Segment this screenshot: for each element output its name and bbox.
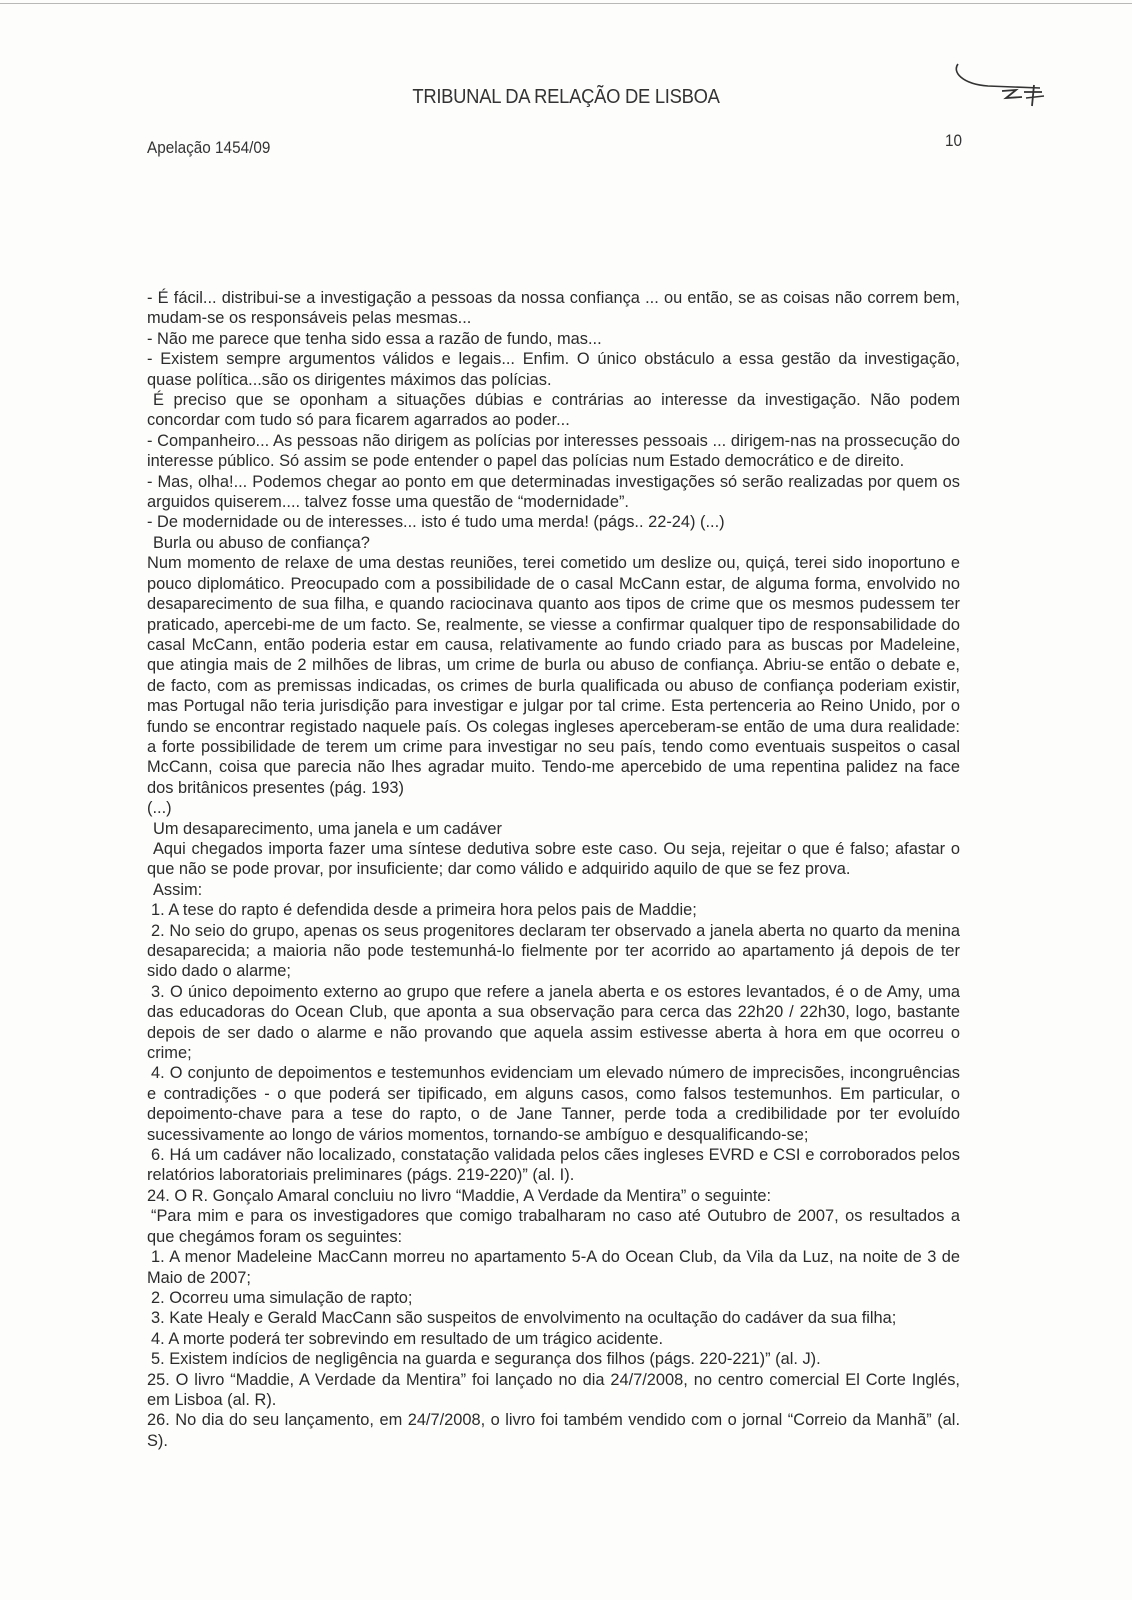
list-item: 3. Kate Healy e Gerald MacCann são suspeitos de envolvimento na ocultação do cadáver da sua filha; — [151, 1309, 897, 1328]
list-item: 4. O conjunto de depoimentos e testemunhos evidenciam um elevado número de imprecisões, incongruências e contradições - o que poderá ser tipificado, em alguns casos, como falsos testemunhos. Em particular, o depoimento-chave para a tese do rapto, o de Jane Tanner, perde toda a credibilidade por ter evoluído sucessivamente ao longo de vários momentos, tornando-se ambíguo e desqualificando-se; — [147, 1064, 960, 1144]
ellipsis-marker: (...) — [147, 799, 172, 818]
section-heading: Burla ou abuso de confiança? — [153, 533, 370, 552]
numbered-fact: 24. O R. Gonçalo Amaral concluiu no livro “Maddie, A Verdade da Mentira” o seguinte: — [147, 1186, 772, 1205]
list-item: 2. No seio do grupo, apenas os seus progenitores declaram ter observado a janela aberta no quarto da menina desaparecida; a maioria não pode testemunhá-lo fielmente por ter acorrido ao apartamento já depois de ter sido dado o alarme; — [147, 921, 960, 981]
paragraph: É preciso que se oponham a situações dúbias e contrárias ao interesse da investigação. Não podem concordar com tudo só para ficarem agarrados ao poder... — [147, 391, 960, 430]
page-number: 10 — [945, 131, 963, 150]
paragraph: Aqui chegados importa fazer uma síntese dedutiva sobre este caso. Ou seja, rejeitar o que é falso; afastar o que não se pode provar, por insuficiente; dar como válido e adquirido aquilo de que se fez prova. — [147, 839, 960, 879]
numbered-fact: 25. O livro “Maddie, A Verdade da Mentira” foi lançado no dia 24/7/2008, no centro comercial El Corte Inglés, em Lisboa (al. R). — [147, 1370, 960, 1409]
list-item: 1. A menor Madeleine MacCann morreu no apartamento 5-A do Ocean Club, da Vila da Luz, na noite de 3 de Maio de 2007; — [147, 1248, 960, 1287]
dialogue-line: - Companheiro... As pessoas não dirigem as polícias por interesses pessoais ... dirigem-nas na prossecução do interesse público. Só assim se pode entender o papel das polícias num Estado democrático e de direito. — [147, 431, 960, 471]
document-body — [147, 288, 960, 1451]
list-item: 4. A morte poderá ter sobrevindo em resultado de um trágico acidente. — [151, 1329, 664, 1348]
court-title: TRIBUNAL DA RELAÇÃO DE LISBOA — [412, 86, 720, 108]
dialogue-line: - Não me parece que tenha sido essa a razão de fundo, mas... — [147, 329, 602, 348]
case-reference: Apelação 1454/09 — [147, 138, 271, 157]
paragraph: Assim: — [153, 880, 203, 899]
dialogue-line: - De modernidade ou de interesses... isto é tudo uma merda! (págs.. 22-24) (...) — [147, 513, 725, 532]
quote-paragraph: “Para mim e para os investigadores que comigo trabalharam no caso até Outubro de 2007, os resultados a que chegámos foram os seguintes: — [147, 1207, 960, 1246]
dialogue-line: - Mas, olha!... Podemos chegar ao ponto em que determinadas investigações só serão realizadas por quem os arguidos quiserem.... talvez fosse uma questão de “modernidade”. — [147, 472, 960, 512]
list-item: 2. Ocorreu uma simulação de rapto; — [151, 1288, 413, 1307]
list-item: 5. Existem indícios de negligência na guarda e segurança dos filhos (págs. 220-221)” (al. J). — [151, 1350, 821, 1369]
list-item: 3. O único depoimento externo ao grupo que refere a janela aberta e os estores levantados, é o de Amy, uma das educadoras do Ocean Club, que aponta a sua observação para cerca das 22h20 / 22h30, logo, bastante depois de ser dado o alarme e não provando que aquela assim estivesse aberta à hora em que ocorreu o crime; — [147, 982, 960, 1063]
list-item: 6. Há um cadáver não localizado, constatação validada pelos cães ingleses EVRD e CSI e corroborados pelos relatórios laboratoriais preliminares (págs. 219-220)” (al. I). — [147, 1146, 960, 1185]
numbered-fact: 26. No dia do seu lançamento, em 24/7/2008, o livro foi também vendido com o jornal “Correio da Manhã” (al. S). — [147, 1411, 960, 1450]
section-heading: Um desaparecimento, uma janela e um cadáver — [153, 819, 502, 838]
paragraph: Num momento de relaxe de uma destas reuniões, terei cometido um deslize ou, quiçá, terei sido inoportuno e pouco diplomático. Preocupado com a possibilidade de o casal McCann estar, de alguma forma, envolvido no desaparecimento de sua filha, e quando raciocinava quanto aos tipos de crime que os mesmos pudessem ter praticado, apercebi-me de um facto. Se, realmente, se viesse a confirmar qualquer tipo de responsabilidade do casal McCann, então poderia estar em causa, relativamente ao fundo criado para as buscas por Madeleine, que atingia mais de 2 milhões de libras, um crime de burla ou abuso de confiança. Abriu-se então o debate e, de facto, com as premissas indicadas, os crimes de burla qualificada ou abuso de confiança poderiam existir, mas Portugal não teria jurisdição para investigar e julgar por tal crime. Esta pertenceria ao Reino Unido, por o fundo se encontrar registado naquele país. Os colegas ingleses aperceberam-se então de uma dura realidade: a forte possibilidade de terem um crime para investigar no seu país, tendo como eventuais suspeitos o casal McCann, coisa que parecia não lhes agradar muito. Tendo-me apercebido de uma repentina palidez na face dos britânicos presentes (pág. 193) — [147, 554, 960, 797]
dialogue-line: - É fácil... distribui-se a investigação a pessoas da nossa confiança ... ou então, se as coisas não correm bem, mudam-se os responsáveis pelas mesmas... — [147, 289, 960, 328]
dialogue-line: - Existem sempre argumentos válidos e legais... Enfim. O único obstáculo a essa gestão da investigação, quase política...são os dirigentes máximos das polícias. — [147, 350, 960, 389]
scan-top-border — [0, 3, 1132, 4]
list-item: 1. A tese do rapto é defendida desde a primeira hora pelos pais de Maddie; — [151, 901, 697, 920]
